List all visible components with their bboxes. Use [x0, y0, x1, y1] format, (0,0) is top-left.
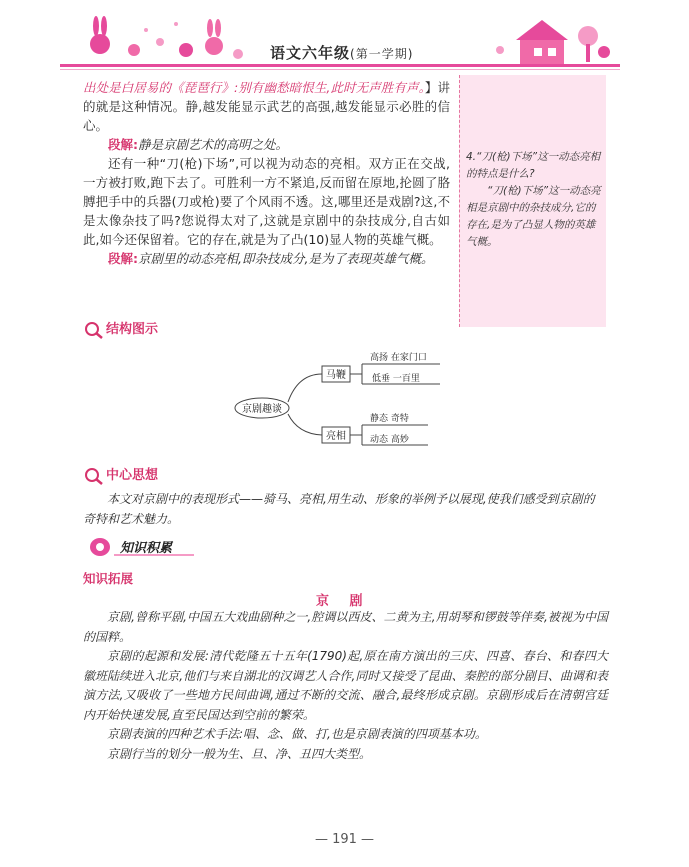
tree-trunk-icon: [586, 44, 590, 62]
house-roof-icon: [516, 20, 568, 40]
decor-circle: [156, 38, 164, 46]
decor-circle: [128, 44, 140, 56]
magnifier-icon: [84, 321, 104, 339]
book-title: 语文六年级: [270, 44, 351, 62]
leaf-node: 高扬 在家门口: [370, 353, 427, 363]
sidebar-question-box: [459, 75, 606, 327]
leaf-node: 低垂 一百里: [372, 374, 420, 384]
knowledge-banner: [86, 536, 196, 558]
sidebar-question: 4.“刀(枪)下场”这一动态亮相的特点是什么?: [466, 151, 601, 180]
rabbit-ear-icon: [215, 19, 221, 37]
central-idea-text: 本文对京剧中的表现形式——骑马、亮相,用生动、形象的举例予以展现,使我们感受到京剧的奇特和艺术魅力。: [83, 492, 595, 526]
branch-node: 马鞭: [326, 370, 346, 381]
sidebar-content: [466, 149, 602, 251]
page-number: — 191 —: [314, 832, 375, 847]
sidebar-answer: “刀(枪)下场”这一动态亮相是京剧中的杂技成分,它的存在,是为了凸显人物的英雄气概。: [466, 185, 601, 248]
header-decoration: [0, 0, 689, 80]
decor-circle: [598, 46, 610, 58]
decor-dot: [144, 28, 148, 32]
knowledge-banner-text: 知识积累: [120, 541, 173, 556]
paragraph-text: 】讲的就是这种情况。静,越发能显示武艺的高强,越发能显示必胜的信心。: [83, 80, 450, 133]
leaf-node: 动态 高妙: [370, 435, 409, 445]
paragraph: [83, 78, 450, 135]
note-text: 静是京剧艺术的高明之处。: [138, 137, 289, 152]
note-label: 段解:: [108, 251, 138, 266]
decor-circle: [205, 37, 223, 55]
decor-circle: [90, 34, 110, 54]
decor-circle: [179, 43, 193, 57]
rabbit-ear-icon: [93, 16, 99, 36]
rabbit-ear-icon: [101, 16, 107, 36]
header-rule: [60, 64, 620, 67]
house-window-icon: [534, 48, 542, 56]
structure-diagram: [228, 344, 448, 449]
note-label: 段解:: [108, 137, 138, 152]
note-text: 京剧里的动态亮相,即杂技成分,是为了表现英雄气概。: [138, 251, 434, 266]
branch-node: 亮相: [326, 431, 346, 442]
structure-heading-text: 结构图示: [106, 322, 159, 337]
quote-text: 出处是白居易的《琵琶行》:别有幽愁暗恨生,此时无声胜有声。: [83, 80, 425, 95]
paragraph: 还有一种“刀(枪)下场”,可以视为动态的亮相。双方正在交战,一方被打败,跑下去了。可胜利一方不紧追,反而留在原地,抡圆了胳膊把手中的兵器(刀或枪)要了个风雨不透。这,哪里还是戏剧?这,不是太像杂技了吗?您说得太对了,这就是京剧中的杂技成分,自古如此,如今还保留着。它的存在,就是为了凸(10)显人物的英雄气概。: [83, 156, 450, 247]
header-title: [270, 42, 413, 63]
knowledge-paragraph: 京剧表演的四种艺术手法:唱、念、做、打,也是京剧表演的四项基本功。: [107, 727, 487, 741]
book-subtitle: (第一学期): [350, 47, 414, 61]
leaf-node: 静态 奇特: [370, 414, 409, 424]
connector-line: [288, 374, 322, 402]
root-node: 京剧趣谈: [242, 404, 282, 415]
header-rule-thin: [60, 69, 620, 70]
decor-circle: [233, 49, 243, 59]
knowledge-paragraph: 京剧,曾称平剧,中国五大戏曲剧种之一,腔调以西皮、二黄为主,用胡琴和锣鼓等伴奏,被视为中国的国粹。: [83, 610, 608, 644]
decor-dot: [496, 46, 504, 54]
central-idea: [83, 489, 605, 529]
knowledge-paragraph: 京剧行当的划分一般为生、旦、净、丑四大类型。: [107, 746, 372, 761]
rabbit-ear-icon: [207, 19, 213, 37]
connector-line: [288, 414, 322, 435]
paragraph-note: [83, 135, 450, 154]
page-header: [0, 0, 689, 80]
structure-heading: [84, 318, 158, 339]
banner-badge-dot: [96, 543, 104, 551]
knowledge-text: [83, 608, 608, 764]
tree-icon: [578, 26, 598, 46]
central-heading: [84, 464, 158, 485]
article-title: 京 剧: [316, 594, 371, 609]
paragraph-note: [83, 249, 450, 268]
house-window-icon: [548, 48, 556, 56]
magnifier-icon: [84, 467, 104, 485]
main-text: [83, 78, 450, 268]
decor-dot: [174, 22, 178, 26]
knowledge-paragraph: 京剧的起源和发展:清代乾隆五十五年(1790)起,原在南方演出的三庆、四喜、春台、和春四大徽班陆续进入北京,他们与来自湖北的汉调艺人合作,同时又接受了昆曲、秦腔的部分剧目、曲调和表演方法,又吸收了一些地方民间曲调,通过不断的交流、融合,最终形成京剧。京剧形成后在清朝宫廷内开始快速发展,直至民国达到空前的繁荣。: [83, 649, 608, 722]
central-heading-text: 中心思想: [106, 468, 159, 483]
knowledge-subheading: 知识拓展: [83, 571, 134, 586]
